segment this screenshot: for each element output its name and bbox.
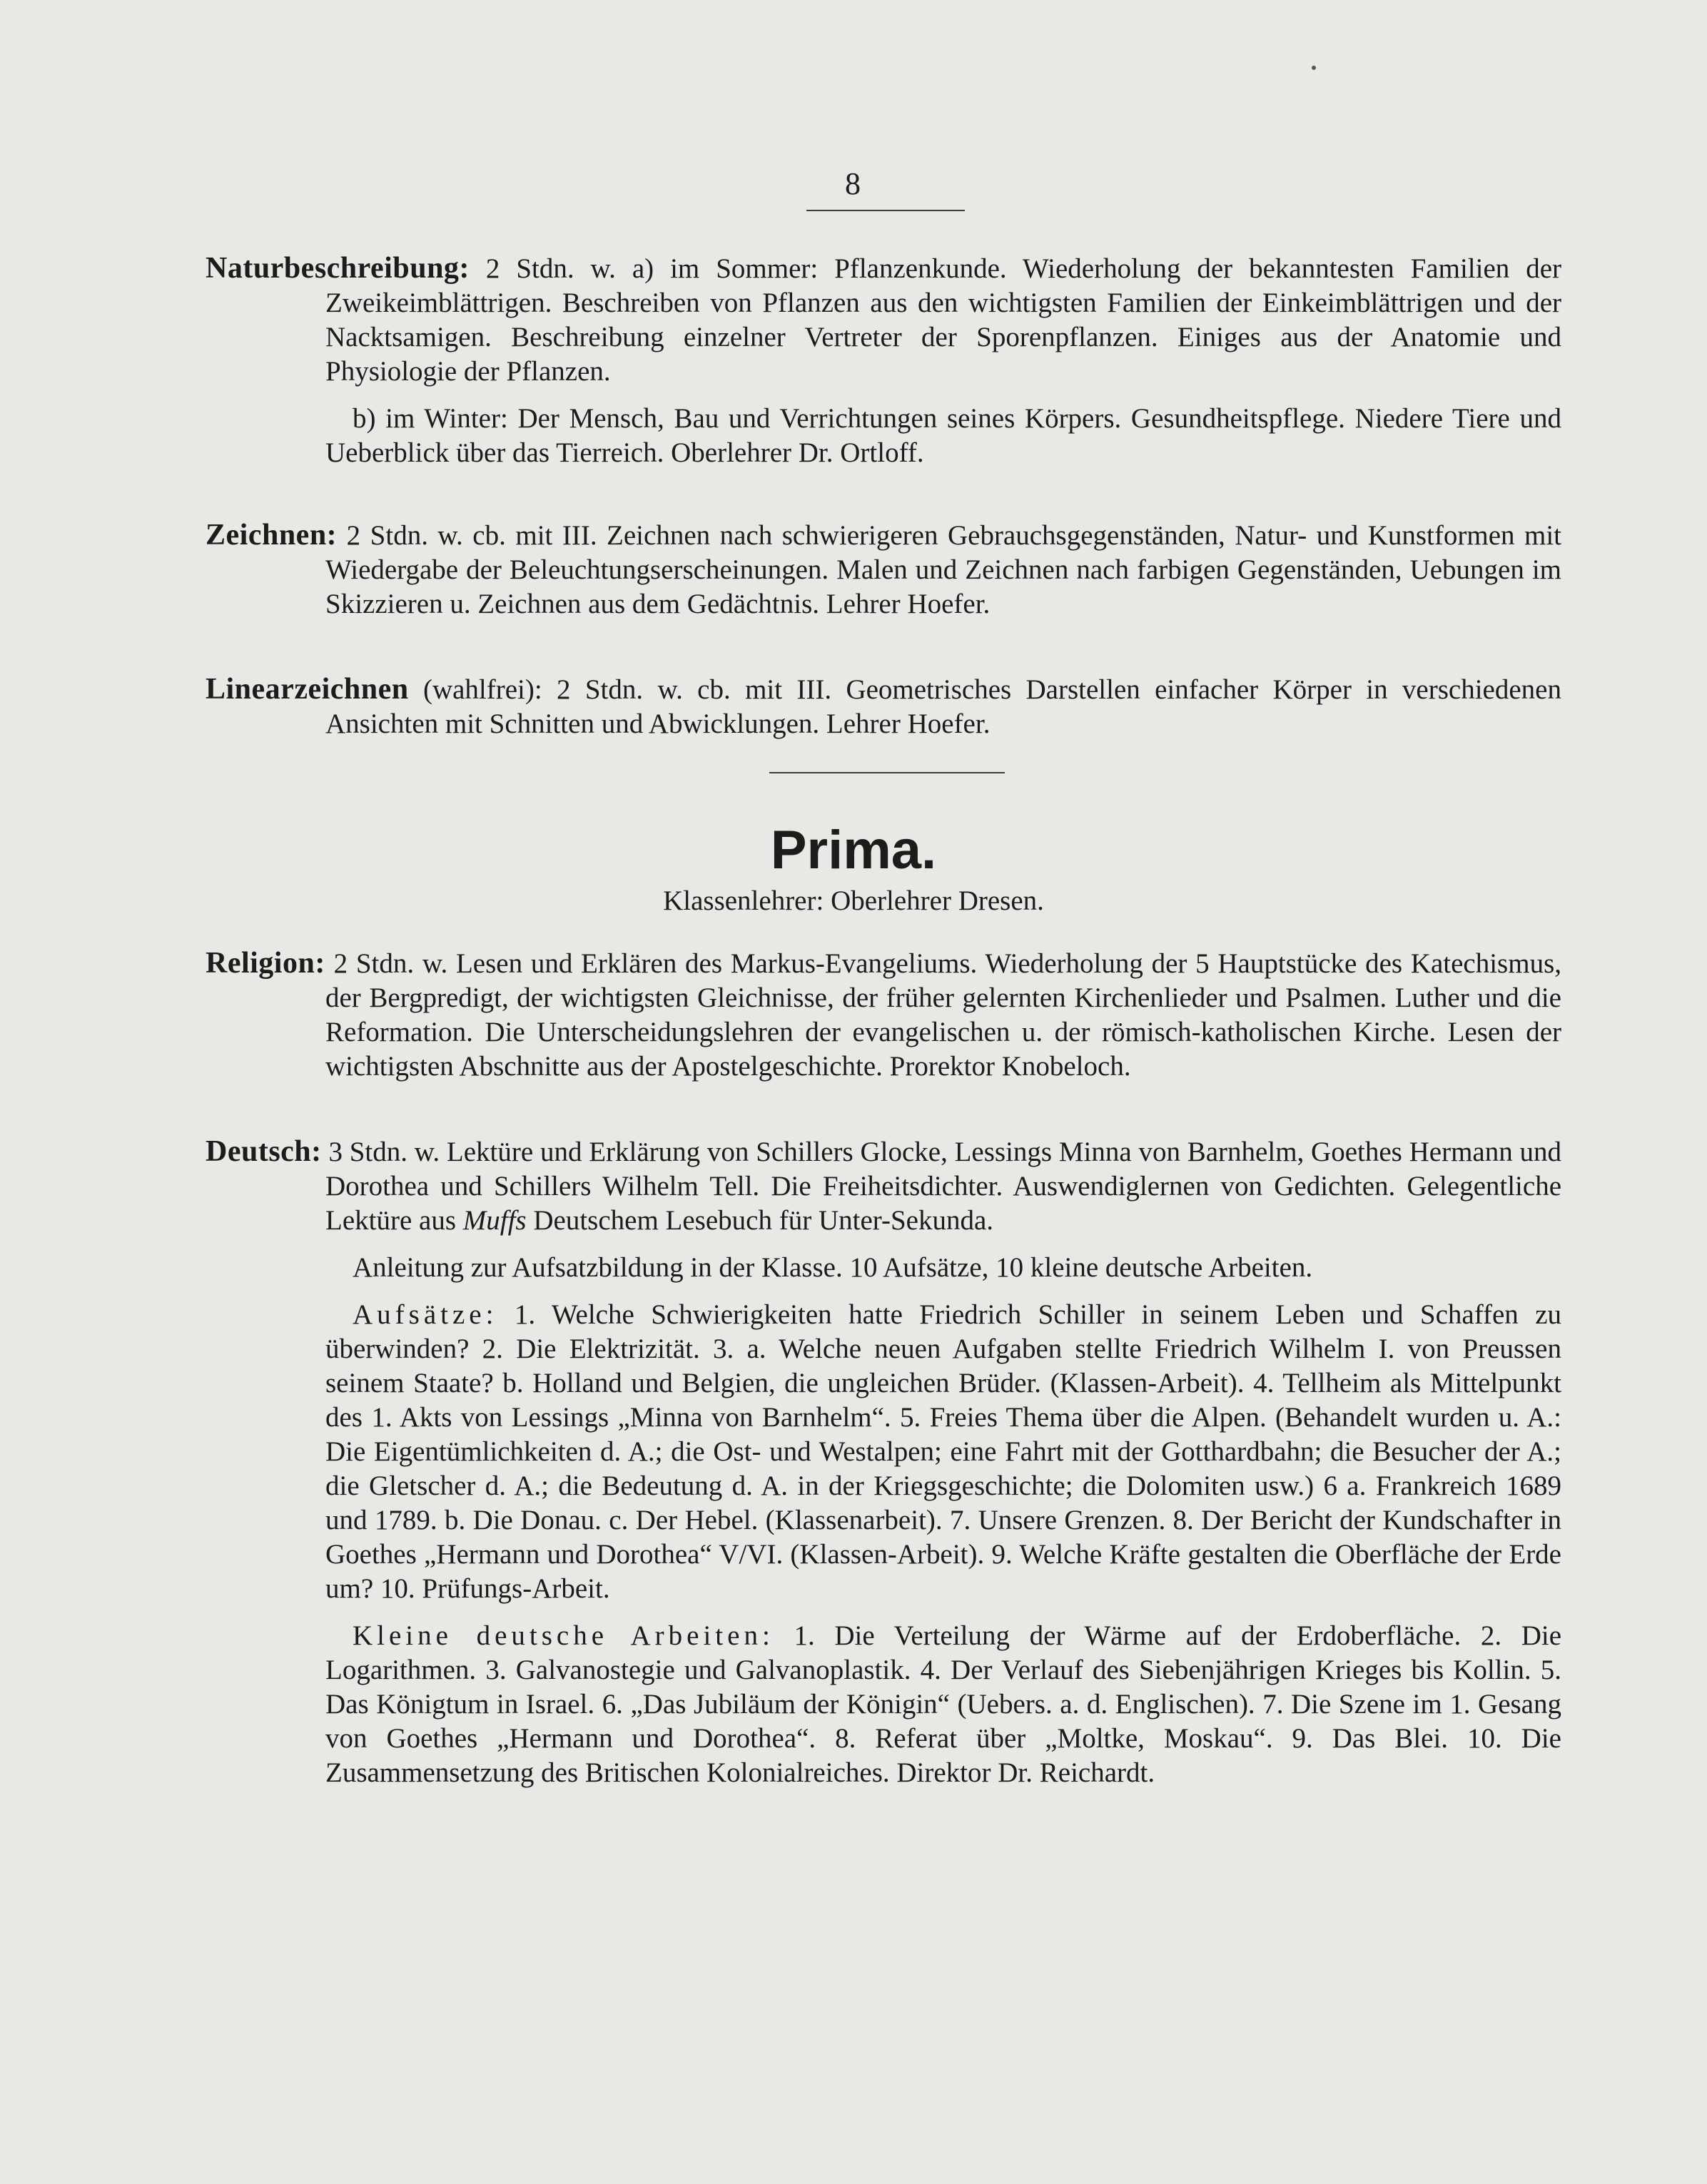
subject-label: Naturbeschreibung: xyxy=(206,252,470,285)
section-linearzeichnen xyxy=(206,672,1561,741)
paragraph xyxy=(206,251,1561,389)
section-naturbeschreibung xyxy=(206,251,1561,470)
paragraph-text: 2 Stdn. w. a) im Sommer: Pflanzenkunde. Wiederholung der bekanntesten Familien der Zweikeimblättrigen. Beschreiben von Pflanzen aus den wichtigsten Familien der Einkeimblättrigen und der Nacktsamigen. Beschreibung einzelner Vertreter der Sporenpflanzen. Einiges aus der Anatomie und Physiologie der Pflanzen. xyxy=(325,253,1562,387)
subject-label: Deutsch: xyxy=(206,1135,322,1168)
scan-speck xyxy=(1312,66,1316,70)
paragraph-text: b) im Winter: Der Mensch, Bau und Verrichtungen seines Körpers. Gesundheitspflege. Niedere Tiere und Ueberblick über das Tierreich. Oberlehrer Dr. Ortloff. xyxy=(325,403,1561,468)
page-number: 8 xyxy=(845,166,862,201)
subject-label: Zeichnen: xyxy=(206,519,338,552)
section-zeichnen xyxy=(206,518,1561,621)
paragraph xyxy=(206,1298,1561,1606)
paragraph xyxy=(206,402,1561,470)
paragraph xyxy=(206,518,1561,621)
paragraph-text: 1. Die Verteilung der Wärme auf der Erdoberfläche. 2. Die Logarithmen. 3. Galvanostegie und Galvanoplastik. 4. Der Verlauf des Siebenjährigen Krieges bis Kollin. 5. Das Königtum in Israel. 6. „Das Jubiläum der Königin“ (Uebers. a. d. Englischen). 7. Die Szene im 1. Gesang von Goethes „Hermann und Dorothea“. 8. Referat über „Moltke, Moskau“. 9. Das Blei. 10. Die Zusammensetzung des Britischen Kolonialreiches. Direktor Dr. Reichardt. xyxy=(325,1620,1562,1788)
paragraph-text: 3 Stdn. w. Lektüre und Erklärung von Schillers Glocke, Lessings Minna von Barnhelm, Goethes Hermann und Dorothea und Schillers Wilhelm Tell. Die Freiheitsdichter. Auswendiglernen von Gedichten. Gelegentliche Lektüre aus xyxy=(325,1137,1561,1236)
paragraph xyxy=(206,946,1561,1084)
subject-label: Linearzeichnen xyxy=(206,673,409,706)
header-rule xyxy=(806,210,965,211)
paragraph-text: 2 Stdn. w. cb. mit III. Zeichnen nach schwierigeren Gebrauchsgegenständen, Natur- und Kunstformen mit Wiedergabe der Beleuchtungserscheinungen. Malen und Zeichnen nach farbigen Gegenständen, Uebungen im Skizzieren u. Zeichnen aus dem Gedächtnis. Lehrer Hoefer. xyxy=(325,520,1561,619)
paragraph-text: Deutschem Lesebuch für Unter-Sekunda. xyxy=(533,1205,994,1236)
section-religion xyxy=(206,946,1561,1084)
paragraph-label: Aufsätze: xyxy=(353,1299,498,1330)
italic-book-name: Muffs xyxy=(462,1205,527,1236)
paragraph xyxy=(206,1619,1561,1790)
paragraph xyxy=(206,672,1561,741)
paragraph-label: Kleine deutsche Arbeiten: xyxy=(353,1620,774,1651)
subject-label: Religion: xyxy=(206,947,325,980)
paragraph-text: (wahlfrei): 2 Stdn. w. cb. mit III. Geometrisches Darstellen einfacher Körper in verschiedenen Ansichten mit Schnitten und Abwicklungen. Lehrer Hoefer. xyxy=(325,674,1561,739)
paragraph xyxy=(206,1134,1561,1238)
page-title: Prima. xyxy=(770,820,937,880)
section-divider xyxy=(769,772,1005,773)
class-teacher-line: Klassenlehrer: Oberlehrer Dresen. xyxy=(663,885,1044,916)
section-deutsch xyxy=(206,1134,1561,1790)
paragraph-text: Anleitung zur Aufsatzbildung in der Klasse. 10 Aufsätze, 10 kleine deutsche Arbeiten. xyxy=(353,1252,1313,1283)
paragraph-text: 2 Stdn. w. Lesen und Erklären des Markus-Evangeliums. Wiederholung der 5 Hauptstücke des Katechismus, der Bergpredigt, der wichtigsten Gleichnisse, der früher gelernten Kirchenlieder und Psalmen. Luther und die Reformation. Die Unterscheidungslehren der evangelischen u. der römisch-katholischen Kirche. Lesen der wichtigsten Abschnitte aus der Apostelgeschichte. Prorektor Knobeloch. xyxy=(325,948,1562,1082)
paragraph xyxy=(206,1251,1561,1285)
paragraph-text: 1. Welche Schwierigkeiten hatte Friedrich Schiller in seinem Leben und Schaffen zu überwinden? 2. Die Elektrizität. 3. a. Welche neuen Aufgaben stellte Friedrich Wilhelm I. von Preussen seinem Staate? b. Holland und Belgien, die ungleichen Brüder. (Klassen-Arbeit). 4. Tellheim als Mittelpunkt des 1. Akts von Lessings „Minna von Barnhelm“. 5. Freies Thema über die Alpen. (Behandelt wurden u. A.: Die Eigentümlichkeiten d. A.; die Ost- und Westalpen; eine Fahrt mit der Gotthardbahn; die Besucher der A.; die Gletscher d. A.; die Bedeutung d. A. in der Kriegsgeschichte; die Dolomiten usw.) 6 a. Frankreich 1689 und 1789. b. Die Donau. c. Der Hebel. (Klassenarbeit). 7. Unsere Grenzen. 8. Der Bericht der Kundschafter in Goethes „Hermann und Dorothea“ V/VI. (Klassen-Arbeit). 9. Welche Kräfte gestalten die Oberfläche der Erde um? 10. Prüfungs-Arbeit. xyxy=(325,1299,1562,1604)
